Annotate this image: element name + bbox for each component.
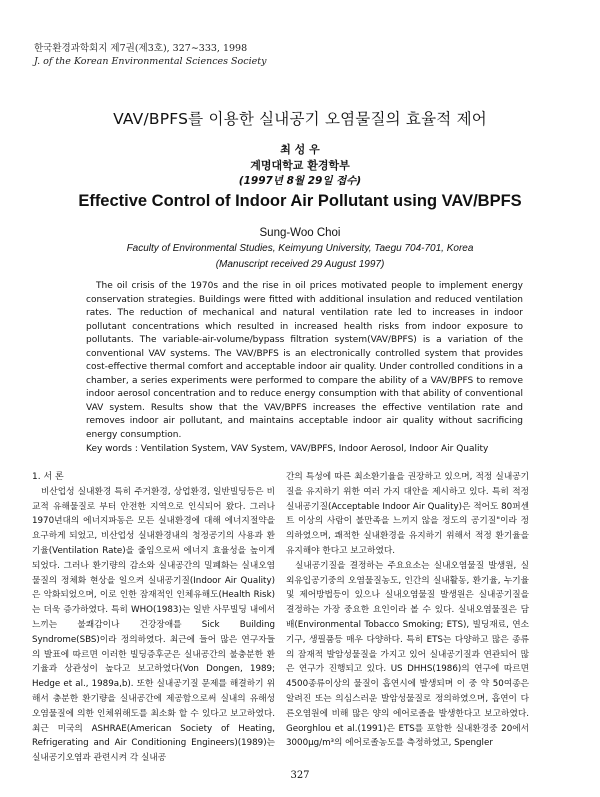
abstract: The oil crisis of the 1970s and the rise in oil prices motivated people to implement energy conservation strategies. Buildings were fitted with additional insulation and reduced ventilation rates. The reduction of mechanical and natural ventilation rate led to increases in indoor pollutant concentrations which resulted in increased health risks from indoor exposure to pollutants. The variable-air-volume/bypass filtration system(VAV/BPFS) is a variation of the conventional VAV systems. The VAV/BPFS is an electronically controlled system that provides cost-effective thermal comfort and acceptable indoor air quality. Under controlled conditions in a chamber, a series experiments were performed to compare the ability of a VAV/BPFS to remove indoor aerosol concentration and to reduce energy consumption with that ability of conventional VAV system. Results show that the VAV/BPFS increases the effective ventilation rate and removes indoor air pollutant, and maintains acceptable indoor air quality without sacrificing energy consumption. <box>86 281 523 440</box>
title-english: Effective Control of Indoor Air Pollutant using VAV/BPFS <box>78 192 522 210</box>
affiliation-korean: 계명대학교 환경학부 <box>250 159 350 172</box>
title-korean: VAV/BPFS를 이용한 실내공기 오염물질의 효율적 제어 <box>113 110 487 128</box>
journal-line-en: J. of the Korean Environmental Sciences Society <box>34 56 267 67</box>
author-korean: 최 성 우 <box>280 143 320 156</box>
author-english: Sung-Woo Choi <box>259 227 341 239</box>
right-column <box>286 470 529 751</box>
section-heading: 1. 서 론 <box>32 472 64 482</box>
journal-header <box>34 42 266 68</box>
keywords: Key words : Ventilation System, VAV System, VAV/BPFS, Indoor Aerosol, Indoor Air Quality <box>86 444 489 454</box>
received-date-korean: (1997년 8월 29일 접수) <box>238 175 362 187</box>
body-paragraph: 비산업성 실내환경 특히 주거환경, 상업환경, 일반빌딩등은 비교적 유해물질로 부터 안전한 지역으로 인식되어 왔다. 그러나 1970년대의 에너지파동은 모든 실내환경에 대해 에너지절약을 요구하게 되었고, 비산업성 실내환경내의 청정공기의 사용과 환기율(Ventilation Rate)을 줄임으로써 에너지 효율성을 높이게 되었다. 그러나 환기량의 감소와 실내공간의 밀폐화는 실내오염물질의 정체화 현상을 일으켜 실내공기질(Indoor Air Quality)은 악화되었으며, 이로 인한 잠재적인 인체유해도(Health Risk)는 더욱 증가하였다. 특히 WHO(1983)는 일반 사무빌딩 내에서 느끼는 불쾌감이나 건강장애를 Sick Building Syndrome(SBS)이라 정의하였다. 최근에 들어 많은 연구자들의 발표에 따르면 이러한 빌딩증후군은 실내공간의 불충분한 환기율과 상관성이 높다고 보고하였다(Von Dongen, 1989; Hedge et al., 1989a,b). 또한 실내공기질 문제를 해결하기 위해서 충분한 환기량을 실내공간에 제공함으로써 실내의 유해성오염물질에 의한 인체위해도를 최소화 할 수 있다고 보고하였다. 최근 미국의 ASHRAE(American Society of Heating, Refrigerating and Air Conditioning Engineers)(1989)는 실내공기오염과 관련시켜 각 실내공 <box>32 486 275 764</box>
body-paragraph: 간의 특성에 따른 최소환기율을 권장하고 있으며, 적정 실내공기질을 유지하기 위한 여러 가지 대안을 제시하고 있다. 특히 적정 실내공기질(Acceptable Indoor Air Quality)은 적어도 80퍼센트 이상의 사람이 불만족을 느끼지 않을 정도의 공기질"이라 정의하였으며, 쾌적한 실내환경을 유지하기 위해서 적정 환기율을 유지해야 한다고 보고하였다. <box>286 472 529 556</box>
page-number: 327 <box>290 770 310 781</box>
affiliation-english: Faculty of Environmental Studies, Keimyung University, Taegu 704-701, Korea <box>126 243 474 254</box>
body-paragraph: 실내공기질을 결정하는 주요요소는 실내오염물질 발생원, 실외유입공기중의 오염물질농도, 인간의 실내활동, 환기율, 누기율 및 제어방법등이 있으나 실내오염물질 발생원은 실내공기질을 결정하는 가장 중요한 요인이라 볼 수 있다. 실내오염물질은 담배(Environmental Tobacco Smoking; ETS), 빌딩재료, 연소기구, 생필품등 매우 다양하다. 특히 ETS는 다양하고 많은 종류의 잠재적 발암성물질을 가지고 있어 실내공기질과 연관되어 많은 연구가 진행되고 있다. US DHHS(1986)의 연구에 따르면 4500종류이상의 물질이 흡연시에 발생되며 이 중 약 50여종은 알려진 또는 의심스러운 발암성물질로 정의하였으며, 흡연이 다른오염원에 비해 많은 양의 에어로졸을 발생한다고 보고하였다. Georghlou et al.(1991)은 ETS를 포함한 실내환경중 20에서 3000μg/m³의 에어로졸농도를 측정하였고, Spengler <box>286 560 529 749</box>
received-date-english: (Manuscript received 29 August 1997) <box>215 259 385 270</box>
journal-line-ko: 한국환경과학회지 제7권(제3호), 327∼333, 1998 <box>34 43 248 54</box>
left-column <box>32 470 275 766</box>
